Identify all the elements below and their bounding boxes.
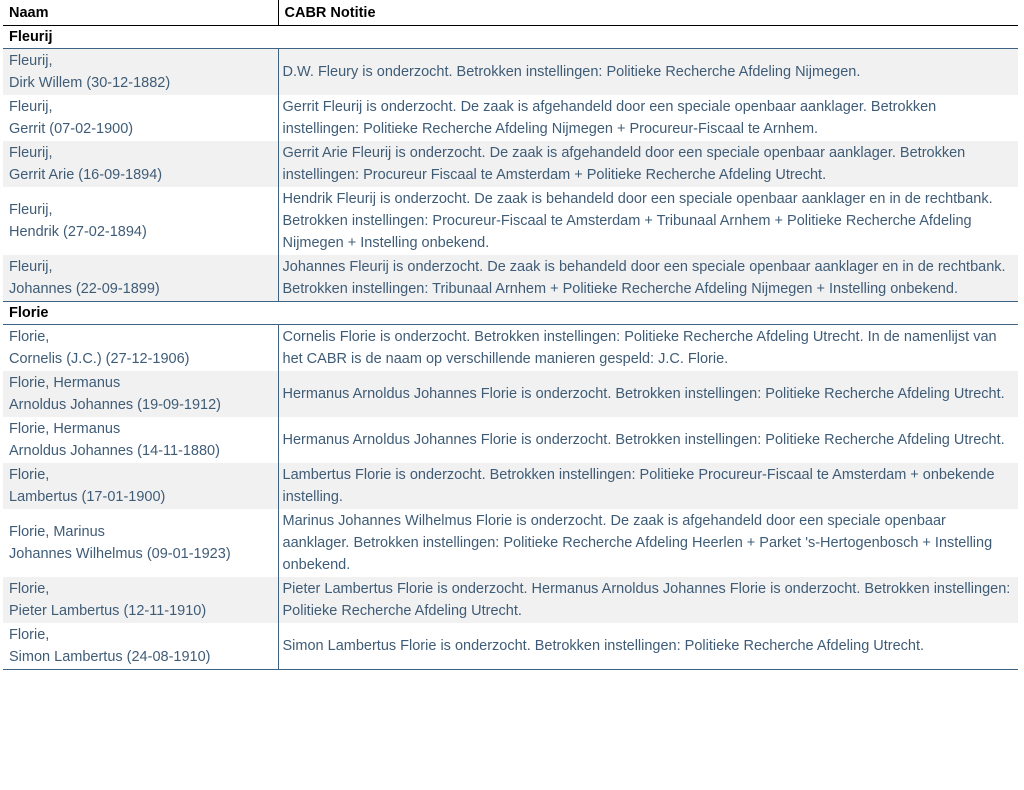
note-cell: D.W. Fleury is onderzocht. Betrokken instellingen: Politieke Recherche Afdeling Nijmegen.: [278, 49, 1018, 96]
column-header-name: Naam: [3, 0, 278, 26]
name-line-1: Fleurij,: [9, 145, 53, 161]
name-line-2: Cornelis (J.C.) (27-12-1906): [9, 351, 190, 367]
name-cell: [3, 509, 278, 577]
name-cell: [3, 463, 278, 509]
table-row: [3, 463, 1018, 509]
note-cell: Gerrit Fleurij is onderzocht. De zaak is afgehandeld door een speciale openbaar aanklager. Betrokken instellingen: Politieke Recherche Afdeling Nijmegen + Procureur-Fiscaal te Arnhem.: [282, 99, 937, 137]
note-cell: Cornelis Florie is onderzocht. Betrokken instellingen: Politieke Recherche Afdeling Utrecht. In de namenlijst van het CABR is de naam op verschillende manieren gespeld: J.C. Florie.: [282, 329, 997, 367]
name-cell: [3, 577, 278, 623]
table-row: [3, 509, 1018, 577]
name-line-2: Lambertus (17-01-1900): [9, 489, 166, 505]
name-cell: [3, 141, 278, 187]
table-body: [3, 26, 1018, 670]
note-cell: Hermanus Arnoldus Johannes Florie is onderzocht. Betrokken instellingen: Politieke Recherche Afdeling Utrecht.: [282, 432, 1005, 448]
name-line-2: Simon Lambertus (24-08-1910): [9, 649, 211, 665]
table-row: [3, 325, 1018, 372]
cabr-table: [3, 0, 1018, 670]
name-line-1: Florie,: [9, 627, 50, 643]
note-cell: Marinus Johannes Wilhelmus Florie is onderzocht. De zaak is afgehandeld door een speciale openbaar aanklager. Betrokken instellingen: Politieke Recherche Afdeling Heerlen + Parket 's-Hertogenbosch + Instelling onbekend.: [282, 513, 993, 573]
table-row: [3, 255, 1018, 302]
column-header-note: CABR Notitie: [278, 0, 1018, 26]
header-row: [3, 0, 1018, 26]
group-row: [3, 302, 1018, 325]
name-line-2: Arnoldus Johannes (14-11-1880): [9, 443, 220, 459]
name-cell: [3, 95, 278, 141]
table-row: [3, 371, 1018, 417]
name-cell: [3, 623, 278, 670]
name-line-1: Florie,: [9, 467, 50, 483]
name-cell: [3, 417, 278, 463]
note-cell: Hendrik Fleurij is onderzocht. De zaak is behandeld door een speciale openbaar aanklager en in de rechtbank. Betrokken instellingen: Procureur-Fiscaal te Amsterdam + Tribunaal Arnhem + Politieke Recherche Afdeling Nijmegen + Instelling onbekend.: [282, 191, 993, 251]
name-line-1: Florie,: [9, 581, 50, 597]
name-line-2: Arnoldus Johannes (19-09-1912): [9, 397, 221, 413]
name-cell: [3, 187, 278, 255]
name-line-2: Johannes (22-09-1899): [9, 281, 160, 297]
table-row: [3, 623, 1018, 670]
table-row: [3, 187, 1018, 255]
name-line-1: Fleurij,: [9, 99, 53, 115]
note-cell: Hermanus Arnoldus Johannes Florie is onderzocht. Betrokken instellingen: Politieke Recherche Afdeling Utrecht.: [278, 371, 1018, 417]
name-line-1: Florie,: [9, 329, 50, 345]
table-row: [3, 417, 1018, 463]
name-cell: [3, 49, 278, 96]
table-row: [3, 95, 1018, 141]
table-row: [3, 49, 1018, 96]
name-line-2: Hendrik (27-02-1894): [9, 224, 147, 240]
name-cell: [3, 325, 278, 372]
table-row: [3, 577, 1018, 623]
group-label: Florie: [3, 302, 1018, 325]
name-line-1: Florie, Marinus: [9, 524, 105, 540]
name-line-2: Dirk Willem (30-12-1882): [9, 75, 171, 91]
name-line-2: Gerrit (07-02-1900): [9, 121, 134, 137]
table-row: [3, 141, 1018, 187]
name-line-2: Gerrit Arie (16-09-1894): [9, 167, 163, 183]
name-line-2: Pieter Lambertus (12-11-1910): [9, 603, 207, 619]
note-cell: Simon Lambertus Florie is onderzocht. Betrokken instellingen: Politieke Recherche Afdeling Utrecht.: [278, 623, 1018, 670]
name-line-1: Florie, Hermanus: [9, 375, 121, 391]
note-cell: Gerrit Arie Fleurij is onderzocht. De zaak is afgehandeld door een speciale openbaar aanklager. Betrokken instellingen: Procureur Fiscaal te Amsterdam + Politieke Recherche Afdeling Utrecht.: [278, 141, 1018, 187]
note-cell: Johannes Fleurij is onderzocht. De zaak is behandeld door een speciale openbaar aanklager en in de rechtbank. Betrokken instellingen: Tribunaal Arnhem + Politieke Recherche Afdeling Nijmegen + Instelling onbekend.: [278, 255, 1018, 302]
name-line-1: Fleurij,: [9, 53, 53, 69]
name-cell: [3, 371, 278, 417]
name-cell: [3, 255, 278, 302]
name-line-1: Florie, Hermanus: [9, 421, 121, 437]
name-line-1: Fleurij,: [9, 202, 53, 218]
group-row: [3, 26, 1018, 49]
name-line-1: Fleurij,: [9, 259, 53, 275]
name-line-2: Johannes Wilhelmus (09-01-1923): [9, 546, 231, 562]
group-label: Fleurij: [3, 26, 1018, 49]
note-cell: Lambertus Florie is onderzocht. Betrokken instellingen: Politieke Procureur-Fiscaal te Amsterdam + onbekende instelling.: [278, 463, 1018, 509]
note-cell: Pieter Lambertus Florie is onderzocht. Hermanus Arnoldus Johannes Florie is onderzocht. Betrokken instellingen: Politieke Recherche Afdeling Utrecht.: [278, 577, 1018, 623]
